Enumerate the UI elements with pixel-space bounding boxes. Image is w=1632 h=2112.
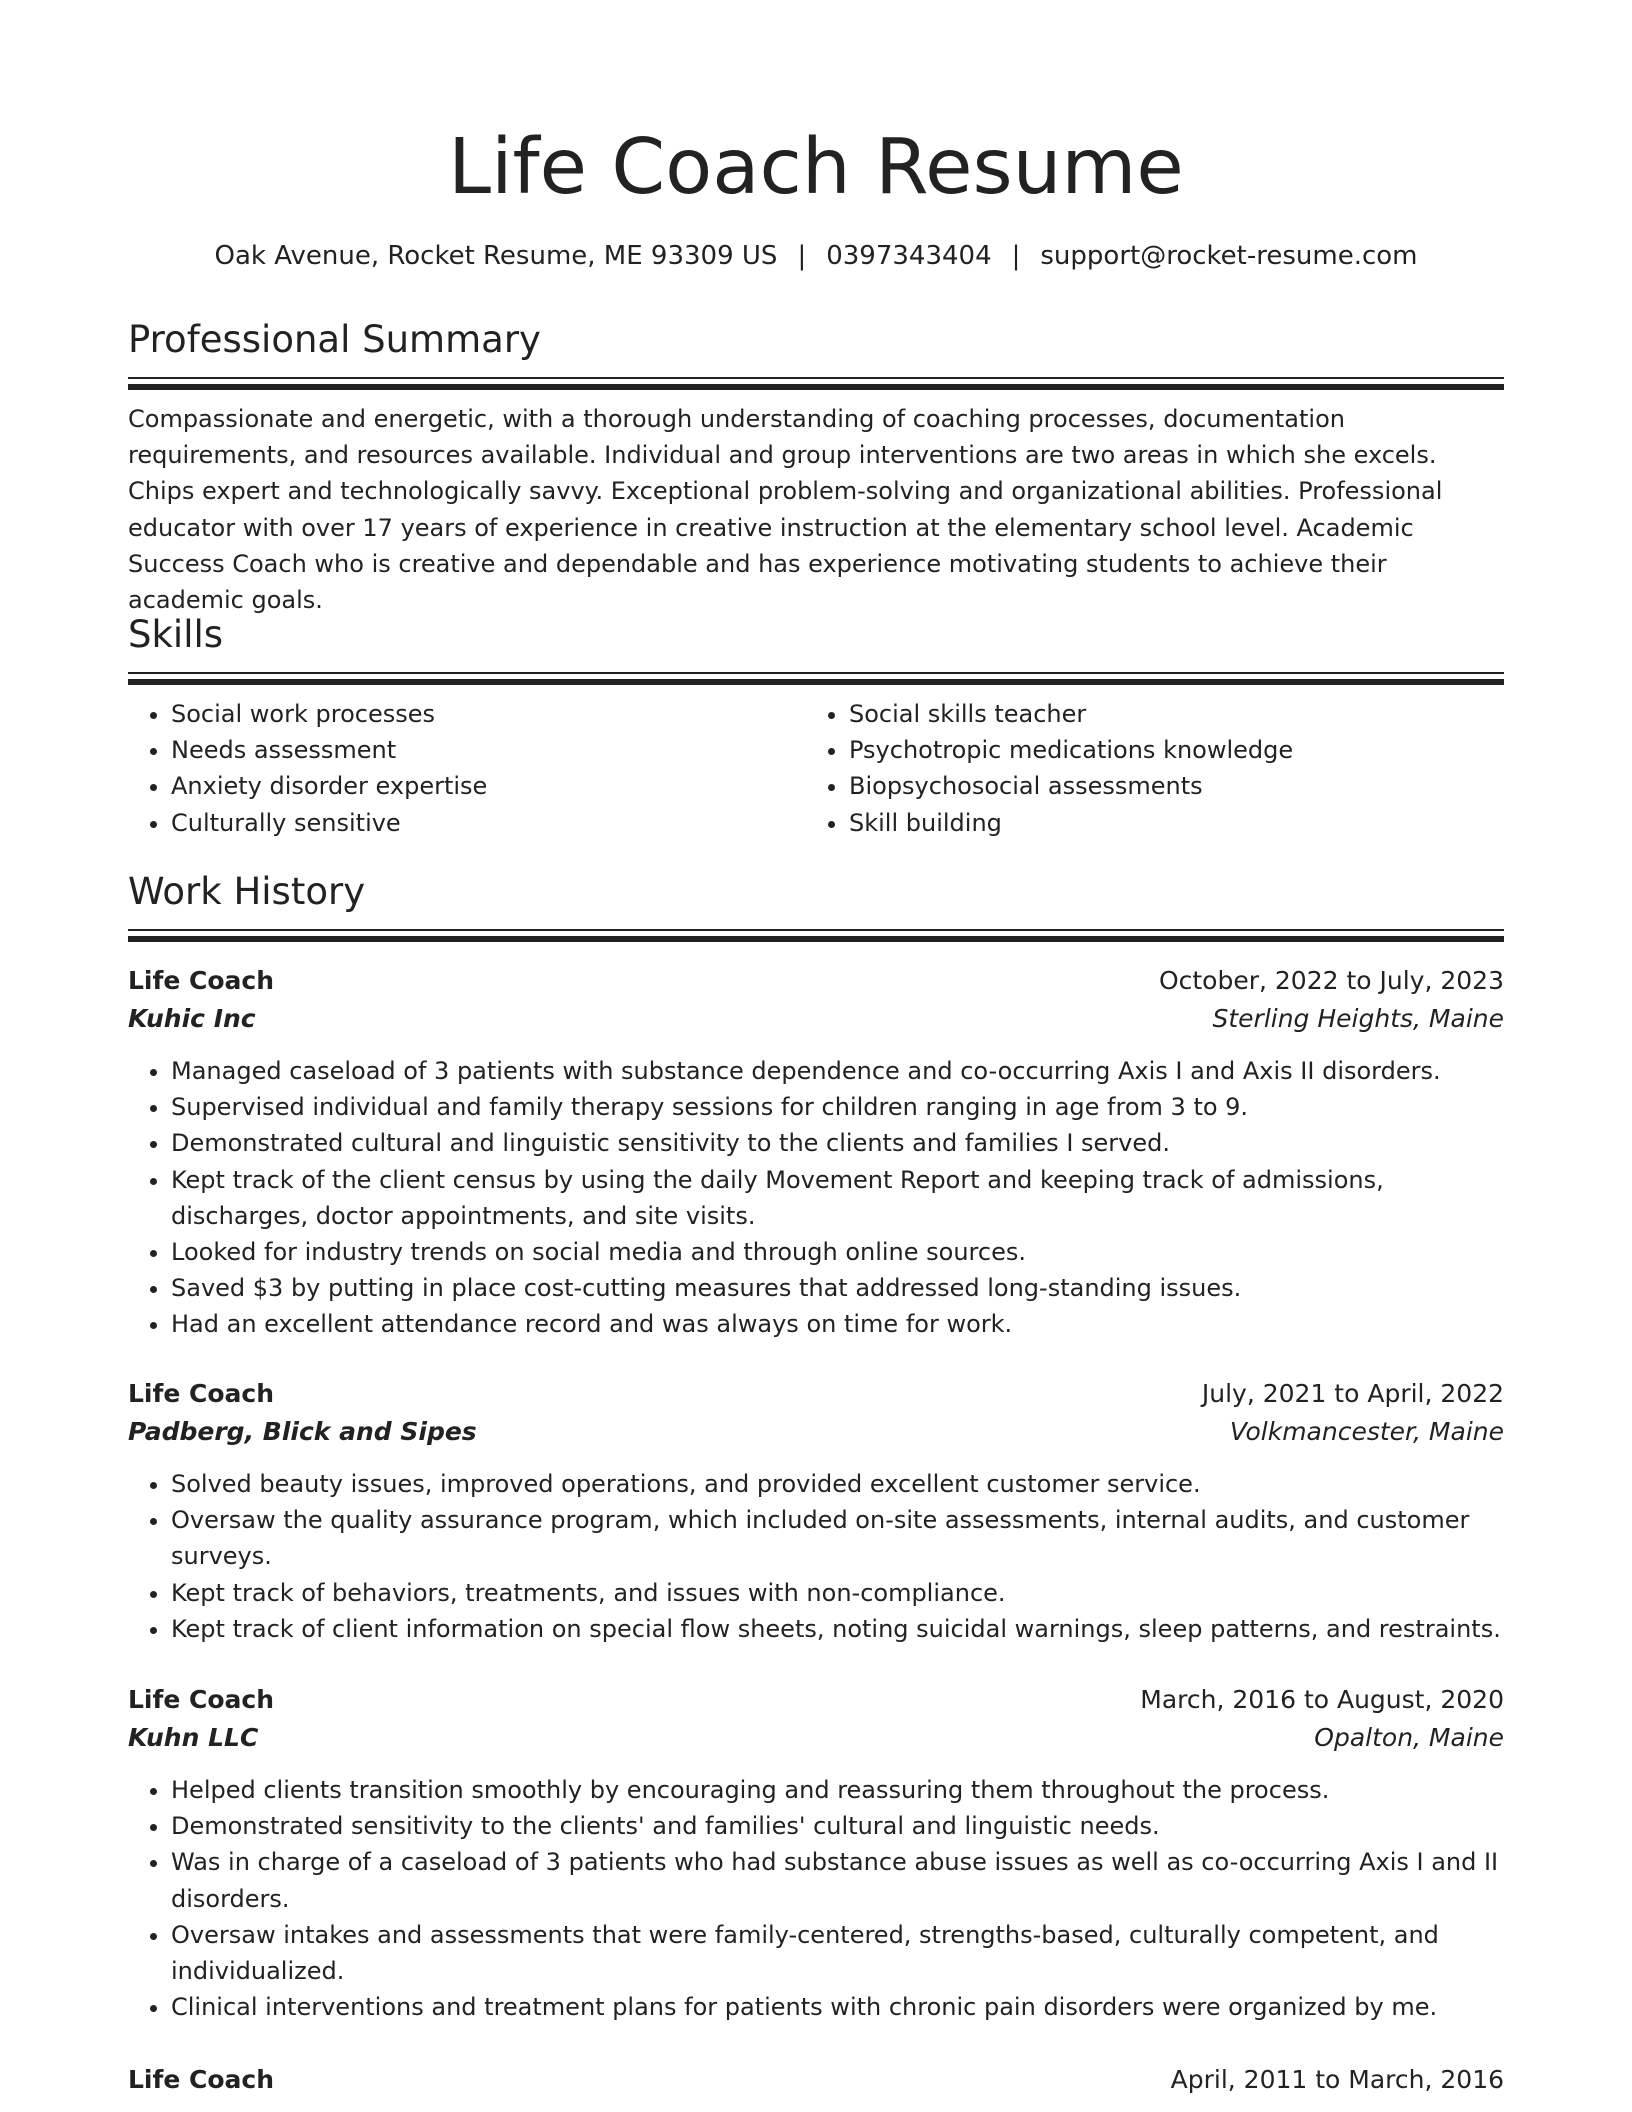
job-role: Life Coach [128,966,275,995]
skills-list-right [806,696,1547,841]
skills-heading: Skills [128,613,224,656]
work-history-section [128,867,1504,942]
job-bullet: • Demonstrated sensitivity to the clients' and families' cultural and linguistic needs. [171,1808,1504,1844]
job-bullet: • Oversaw intakes and assessments that were family-centered, strengths-based, culturally competent, and individualized. [171,1917,1504,1989]
skill-item: • Social work processes [171,696,849,732]
job-bullet: • Demonstrated cultural and linguistic sensitivity to the clients and families I served. [171,1125,1504,1161]
job-subheader [128,1413,1504,1451]
summary-heading: Professional Summary [128,318,541,361]
job-bullet: • Helped clients transition smoothly by encouraging and reassuring them throughout the process. [171,1772,1504,1808]
job-bullet: • Solved beauty issues, improved operations, and provided excellent customer service. [171,1466,1504,1502]
job-header [128,1681,1504,1719]
contact-separator: | [797,241,807,271]
job-bullets [128,1053,1504,1343]
skills-list-left [128,696,849,841]
job-location: Sterling Heights, Maine [1212,1004,1504,1033]
job-entry [128,1681,1504,2025]
job-role: Life Coach [128,2065,275,2094]
contact-separator: | [1011,241,1021,271]
section-divider [128,929,1504,942]
skills-section [128,610,1504,846]
job-entry [128,2061,1504,2099]
job-bullet: • Was in charge of a caseload of 3 patients who had substance abuse issues as well as co-occurring Axis I and II disorders. [171,1844,1504,1916]
job-dates: July, 2021 to April, 2022 [1201,1379,1504,1408]
job-dates: April, 2011 to March, 2016 [1170,2065,1504,2094]
job-role: Life Coach [128,1379,275,1408]
section-divider [128,377,1504,390]
job-bullet: • Saved $3 by putting in place cost-cutting measures that addressed long-standing issues. [171,1270,1504,1306]
job-bullet: • Kept track of behaviors, treatments, and issues with non-compliance. [171,1575,1504,1611]
skill-item: • Psychotropic medications knowledge [849,732,1547,768]
job-bullet: • Supervised individual and family therapy sessions for children ranging in age from 3 to 9. [171,1089,1504,1125]
summary-section [128,315,1504,618]
job-role: Life Coach [128,1685,275,1714]
summary-text: Compassionate and energetic, with a thorough understanding of coaching processes, documentation requirements, and resources available. Individual and group interventions are two areas in which she excels. Chips expert and technologically savvy. Exceptional problem-solving and organizational abilities. Professional educator with over 17 years of experience in creative instruction at the elementary school level. Academic Success Coach who is creative and dependable and has experience motivating students to achieve their academic goals. [128,405,1443,615]
job-subheader [128,1000,1504,1038]
job-header [128,2061,1504,2099]
skill-item: • Skill building [849,805,1547,841]
contact-email: support@rocket-resume.com [1040,241,1418,271]
job-company: Kuhic Inc [128,1004,256,1033]
job-dates: March, 2016 to August, 2020 [1140,1685,1504,1714]
job-subheader [128,1719,1504,1757]
job-bullet: • Managed caseload of 3 patients with substance dependence and co-occurring Axis I and Axis II disorders. [171,1053,1504,1089]
job-header [128,1375,1504,1413]
job-company: Kuhn LLC [128,1723,259,1752]
job-entry [128,962,1504,1343]
skill-item: • Biopsychosocial assessments [849,768,1547,804]
job-bullet: • Had an excellent attendance record and was always on time for work. [171,1306,1504,1342]
skills-grid [128,696,1504,846]
job-location: Volkmancester, Maine [1229,1417,1504,1446]
job-location: Opalton, Maine [1314,1723,1504,1752]
work-history-heading: Work History [128,870,366,913]
job-bullet: • Clinical interventions and treatment plans for patients with chronic pain disorders were organized by me. [171,1989,1504,2025]
job-entry [128,1375,1504,1647]
job-bullet: • Looked for industry trends on social media and through online sources. [171,1234,1504,1270]
job-bullet: • Kept track of client information on special flow sheets, noting suicidal warnings, sleep patterns, and restraints. [171,1611,1504,1647]
job-bullets [128,1466,1504,1647]
job-header [128,962,1504,1000]
job-dates: October, 2022 to July, 2023 [1158,966,1504,995]
resume-title: Life Coach Resume [448,123,1184,212]
skill-item: • Anxiety disorder expertise [171,768,849,804]
job-company: Padberg, Blick and Sipes [128,1417,477,1446]
section-divider [128,672,1504,685]
job-bullet: • Kept track of the client census by using the daily Movement Report and keeping track of admissions, discharges, doctor appointments, and site visits. [171,1162,1504,1234]
contact-line [128,238,1504,274]
skill-item: • Culturally sensitive [171,805,849,841]
skill-item: • Social skills teacher [849,696,1547,732]
job-bullet: • Oversaw the quality assurance program, which included on-site assessments, internal audits, and customer surveys. [171,1502,1504,1574]
job-bullets [128,1772,1504,2025]
contact-address: Oak Avenue, Rocket Resume, ME 93309 US [214,241,778,271]
contact-phone: 0397343404 [826,241,992,271]
skill-item: • Needs assessment [171,732,849,768]
